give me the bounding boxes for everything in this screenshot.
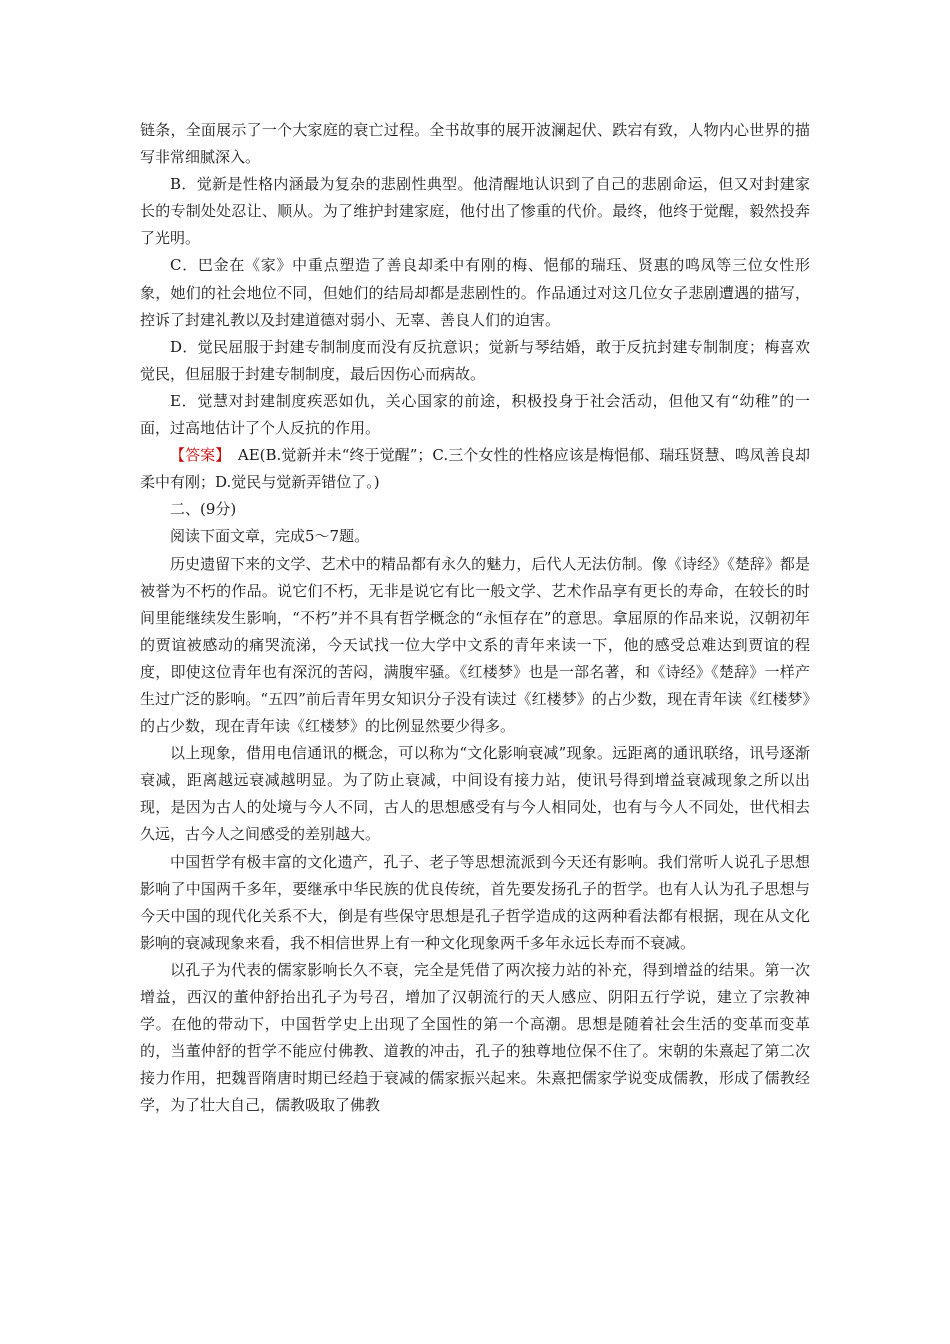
option-b: B．觉新是性格内涵最为复杂的悲剧性典型。他清醒地认识到了自己的悲剧命运，但又对封建家长的专制处处忍让、顺从。为了维护封建家庭，他付出了惨重的代价。最终，他终于觉醒，毅然投奔了光明。 [140,175,810,248]
article-paragraph-3: 中国哲学有极丰富的文化遗产，孔子、老子等思想流派到今天还有影响。我们常听人说孔子思想影响了中国两千多年，要继承中华民族的优良传统，首先要发扬孔子的哲学。也有人认为孔子思想与今天中国的现代化关系不大，倒是有些保守思想是孔子哲学造成的这两种看法都有根据，现在从文化影响的衰减现象来看，我不相信世界上有一种文化现象两千多年永远长寿而不衰减。 [140,852,810,952]
article-paragraph-2: 以上现象，借用电信通讯的概念，可以称为“文化影响衰减”现象。远距离的通讯联络，讯号逐渐衰减，距离越远衰减越明显。为了防止衰减，中间设有接力站，使讯号得到增益衰减现象之所以出现，是因为古人的处境与今人不同，古人的思想感受有与今人相同处，也有与今人不同处，世代相去久远，古今人之间感受的差别越大。 [140,744,810,844]
option-d: D．觉民屈服于封建专制制度而没有反抗意识；觉新与琴结婚，敢于反抗封建专制制度；梅喜欢觉民，但屈服于封建专制制度，最后因伤心而病故。 [140,337,810,383]
option-c: C．巴金在《家》中重点塑造了善良却柔中有刚的梅、悒郁的瑞珏、贤惠的鸣凤等三位女性形象，她们的社会地位不同，但她们的结局却都是悲剧性的。作品通过对这几位女子悲剧遭遇的描写，控诉了封建礼教以及封建道德对弱小、无辜、善良人们的迫害。 [140,256,810,329]
paragraph-continuation: 链条，全面展示了一个大家庭的衰亡过程。全书故事的展开波澜起伏、跌宕有致，人物内心世界的描写非常细腻深入。 [140,121,810,167]
answer-paragraph [140,442,810,496]
option-e: E．觉慧对封建制度疾恶如仇，关心国家的前途，积极投身于社会活动，但他又有“幼稚”的一面，过高地估计了个人反抗的作用。 [140,391,810,438]
reading-instruction: 阅读下面文章，完成5～7题。 [170,527,370,546]
article-paragraph-1: 历史遗留下来的文学、艺术中的精品都有永久的魅力，后代人无法仿制。像《诗经》《楚辞》都是被誉为不朽的作品。说它们不朽，无非是说它有比一般文学、艺术作品享有更长的寿命，在较长的时间里能继续发生影响，“不朽”并不具有哲学概念的“永恒存在”的意思。拿屈原的作品来说，汉朝初年的贾谊被感动的痛哭流涕，今天试找一位大学中文系的青年来读一下，他的感受总难达到贾谊的程度，即使这位青年也有深沉的苦闷，满腹牢骚。《红楼梦》也是一部名著，和《诗经》《楚辞》一样产生过广泛的影响。“五四”前后青年男女知识分子没有读过《红楼梦》的占少数，现在青年读《红楼梦》的占少数，现在青年读《红楼梦》的比例显然要少得多。 [140,554,810,736]
answer-label: 【答案】 [170,446,223,465]
article-paragraph-4: 以孔子为代表的儒家影响长久不衰，完全是凭借了两次接力站的补充，得到增益的结果。第一次增益，西汉的董仲舒抬出孔子为号召，增加了汉朝流行的天人感应、阴阳五行学说，建立了宗教神学。在他的带动下，中国哲学史上出现了全国性的第一个高潮。思想是随着社会生活的变革而变革的，当董仲舒的哲学不能应付佛教、道教的冲击，孔子的独尊地位保不住了。宋朝的朱熹起了第二次接力作用，把魏晋隋唐时期已经趋于衰减的儒家振兴起来。朱熹把儒家学说变成儒教，形成了儒教经学，为了壮大自己，儒教吸取了佛教 [140,960,810,1115]
answer-text: AE(B.觉新并未“终于觉醒”；C.三个女性的性格应该是梅悒郁、瑞珏贤慧、鸣凤善良却柔中有刚；D.觉民与觉新弄错位了。) [140,446,810,492]
section-heading: 二、(9分) [170,500,237,519]
document-body [140,117,810,1119]
